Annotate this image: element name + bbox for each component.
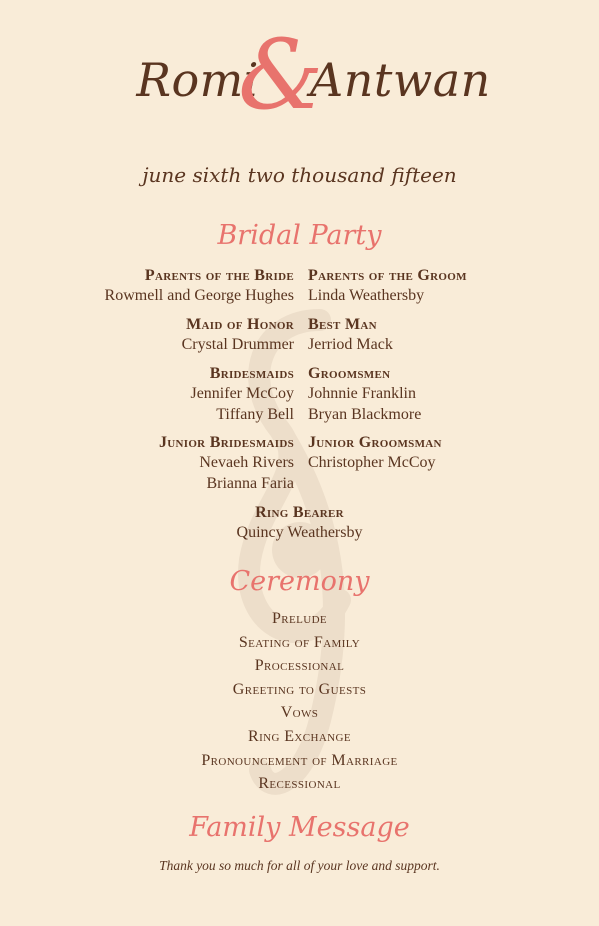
couple-names-header: [0, 19, 599, 145]
party-person: Rowmell and George Hughes: [104, 287, 294, 304]
party-role: Ring Bearer: [255, 504, 344, 521]
bride-name: Romi: [136, 53, 259, 107]
ceremony-item: Prelude: [271, 610, 328, 627]
party-role: Bridesmaids: [209, 365, 294, 382]
party-role: Groomsmen: [308, 365, 391, 382]
ampersand: &: [238, 19, 324, 131]
ceremony-item: Greeting to Guests: [232, 680, 367, 698]
party-person: Nevaeh Rivers: [199, 454, 294, 471]
wedding-date: june sixth two thousand fifteen: [142, 163, 457, 187]
party-person: Bryan Blackmore: [308, 405, 422, 423]
party-person: Quincy Weathersby: [236, 524, 363, 541]
party-person: Crystal Drummer: [181, 336, 294, 353]
party-person: Jennifer McCoy: [190, 385, 294, 402]
party-role: Best Man: [308, 316, 377, 333]
party-person: Johnnie Franklin: [308, 385, 416, 402]
ceremony-item: Seating of Family: [238, 633, 361, 651]
ceremony-title: Ceremony: [229, 566, 370, 597]
ceremony-item: Pronouncement of Marriage: [201, 751, 398, 769]
family-message-title: Family Message: [189, 812, 410, 843]
groom-name: Antwan: [310, 53, 491, 107]
party-person: Linda Weathersby: [308, 287, 425, 304]
party-role: Junior Groomsman: [308, 434, 442, 451]
party-person: Christopher McCoy: [308, 454, 436, 471]
ceremony-item: Recessional: [258, 775, 341, 793]
ceremony-item: Ring Exchange: [248, 727, 351, 745]
party-role: Parents of the Bride: [144, 267, 294, 284]
ceremony-item: Processional: [254, 657, 345, 675]
party-role: Junior Bridesmaids: [158, 434, 294, 451]
ceremony-order-list: [0, 607, 599, 796]
party-person: Brianna Faria: [206, 474, 294, 492]
party-person: Tiffany Bell: [216, 405, 294, 423]
party-role: Parents of the Groom: [308, 267, 467, 284]
bridal-party-title: Bridal Party: [217, 220, 382, 251]
family-message-text: Thank you so much for all of your love and support.: [159, 858, 440, 873]
party-person: Jerriod Mack: [308, 336, 393, 353]
ceremony-item: Vows: [280, 704, 319, 722]
ring-bearer-block: [0, 503, 599, 544]
party-role: Maid of Honor: [186, 316, 294, 333]
